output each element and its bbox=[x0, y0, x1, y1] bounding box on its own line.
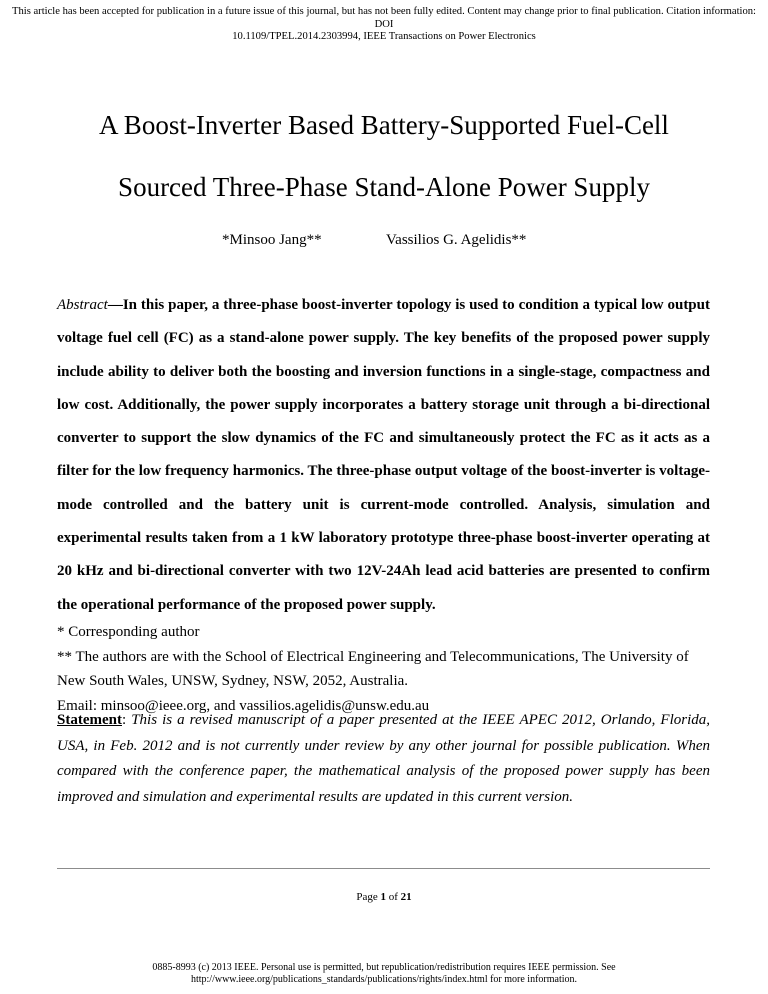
abstract bbox=[57, 289, 710, 622]
affiliation-block bbox=[57, 620, 710, 718]
abstract-label: Abstract bbox=[57, 297, 108, 313]
paper-title-line-2: Sourced Three-Phase Stand-Alone Power Supply bbox=[118, 172, 650, 202]
page-number bbox=[0, 891, 768, 903]
page-current: 1 bbox=[380, 891, 386, 903]
author-second: Vassilios G. Agelidis** bbox=[386, 232, 527, 248]
footer-divider bbox=[57, 868, 710, 869]
journal-notice-line-1: This article has been accepted for publication in a future issue of this journal, but has not been fully edited. Content may change prior to final publication. Citation information: DOI bbox=[11, 6, 756, 30]
corresponding-author-note: * Corresponding author bbox=[57, 624, 200, 640]
statement-label: Statement bbox=[57, 712, 122, 728]
affiliation-line-2: New South Wales, UNSW, Sydney, NSW, 2052, Australia. bbox=[57, 673, 409, 689]
abstract-text: —In this paper, a three-phase boost-inverter topology is used to condition a typical low output voltage fuel cell (FC) as a stand-alone power supply. The key benefits of the proposed power supply include ability to deliver both the boosting and inversion functions in a single-stage, compactness and low cost. Additionally, the power supply incorporates a battery storage unit through a bi-directional converter to support the slow dynamics of the FC and simultaneously protect the FC as it acts as a filter for the low frequency harmonics. The three-phase output voltage of the boost-inverter is voltage-mode controlled and the battery unit is current-mode controlled. Analysis, simulation and experimental results taken from a 1 kW laboratory prototype three-phase boost-inverter operating at 20 kHz and bi-directional converter with two 12V-24Ah lead acid batteries are presented to confirm the operational performance of the proposed power supply. bbox=[57, 297, 710, 613]
statement-colon: : bbox=[121, 712, 132, 728]
page-of: of bbox=[385, 891, 401, 903]
page-total: 21 bbox=[400, 891, 412, 903]
affiliation-line-1: ** The authors are with the School of Electrical Engineering and Telecommunications, The University of bbox=[57, 648, 689, 665]
statement-paragraph bbox=[57, 708, 710, 810]
journal-notice-header bbox=[4, 6, 764, 44]
journal-notice-line-2: 10.1109/TPEL.2014.2303994, IEEE Transactions on Power Electronics bbox=[232, 31, 536, 42]
copyright-footer bbox=[0, 962, 768, 986]
copyright-line-1: 0885-8993 (c) 2013 IEEE. Personal use is permitted, but republication/redistribution requires IEEE permission. See bbox=[152, 962, 616, 973]
statement-text: This is a revised manuscript of a paper presented at the IEEE APEC 2012, Orlando, Florida, USA, in Feb. 2012 and is not currently under review by any other journal for possible publication. When compared with the conference paper, the mathematical analysis of the proposed power supply has been improved and simulation and experimental results are updated in this current version. bbox=[57, 712, 710, 805]
page-prefix: Page bbox=[356, 891, 381, 903]
paper-title-line-1: A Boost-Inverter Based Battery-Supported Fuel-Cell bbox=[99, 110, 669, 140]
author-emails: Email: minsoo@ieee.org, and vassilios.agelidis@unsw.edu.au bbox=[57, 697, 430, 714]
copyright-line-2: http://www.ieee.org/publications_standards/publications/rights/index.html for more information. bbox=[190, 974, 578, 985]
author-first: *Minsoo Jang** bbox=[222, 232, 322, 248]
